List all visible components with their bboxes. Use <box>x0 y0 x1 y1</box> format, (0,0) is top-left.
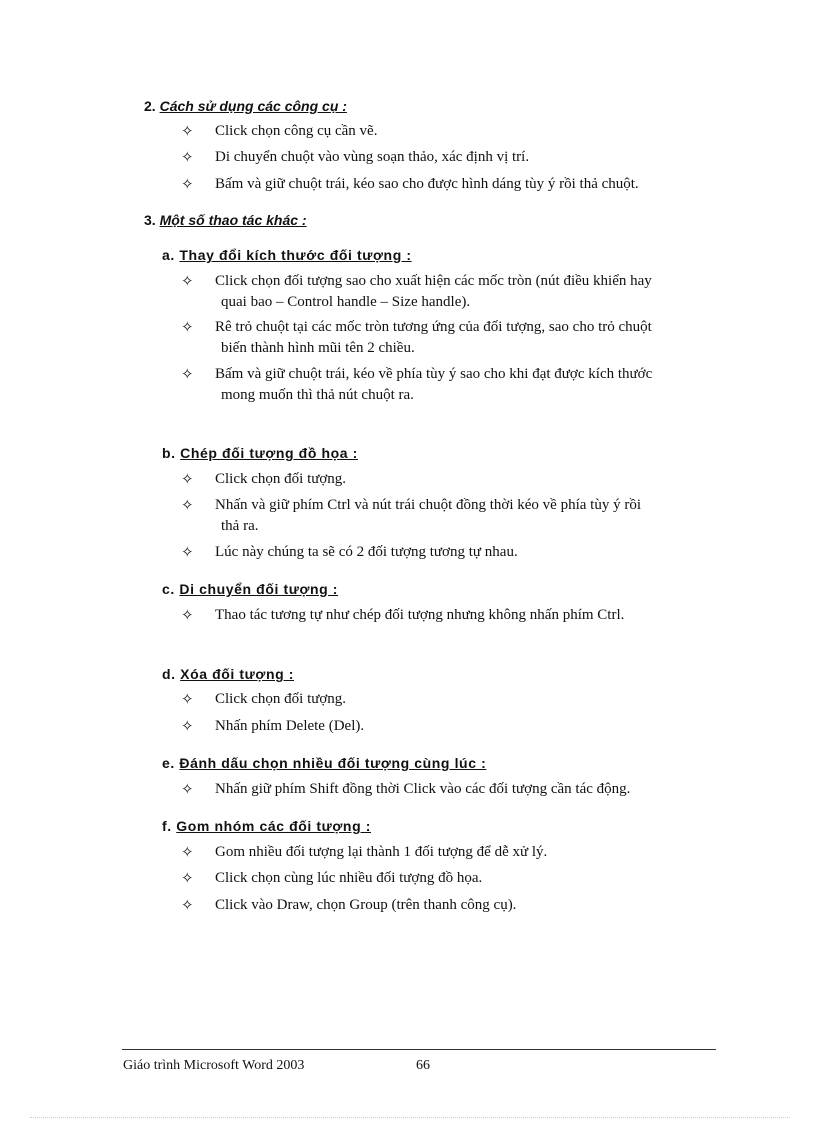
subsection-f-heading: f. Gom nhóm các đối tượng : <box>162 818 371 834</box>
diamond-bullet-icon: ✧ <box>181 496 194 514</box>
page-boundary-divider <box>30 1117 790 1118</box>
list-item: ✧ Click chọn đối tượng sao cho xuất hiện các mốc tròn (nút điều khiển hay quai bao – Control handle – Size handle). <box>181 272 652 310</box>
subsection-d-heading: d. Xóa đối tượng : <box>162 666 295 682</box>
list-item: ✧ Bấm và giữ chuột trái, kéo về phía tùy ý sao cho khi đạt được kích thước mong muốn thì thả nút chuột ra. <box>181 365 653 403</box>
section-3-heading <box>144 211 307 229</box>
diamond-bullet-icon: ✧ <box>181 318 194 336</box>
subsection-b-heading: b. Chép đối tượng đồ họa : <box>162 445 358 461</box>
list-item: ✧ Nhấn giữ phím Shift đồng thời Click vào các đối tượng cần tác động. <box>181 780 631 798</box>
diamond-bullet-icon: ✧ <box>181 272 194 290</box>
diamond-bullet-icon: ✧ <box>181 148 194 166</box>
diamond-bullet-icon: ✧ <box>181 122 194 140</box>
section-title: Cách sử dụng các công cụ : <box>159 98 347 114</box>
list-item: ✧ Click chọn cùng lúc nhiều đối tượng đồ họa. <box>181 869 483 887</box>
list-item: ✧ Click vào Draw, chọn Group (trên thanh công cụ). <box>181 896 517 914</box>
list-item: ✧ Click chọn công cụ cần vẽ. <box>181 122 378 140</box>
list-item: ✧ Lúc này chúng ta sẽ có 2 đối tượng tương tự nhau. <box>181 543 518 561</box>
diamond-bullet-icon: ✧ <box>181 717 194 735</box>
diamond-bullet-icon: ✧ <box>181 175 194 193</box>
diamond-bullet-icon: ✧ <box>181 365 194 383</box>
list-item: ✧ Nhấn và giữ phím Ctrl và nút trái chuột đồng thời kéo về phía tùy ý rồi thả ra. <box>181 496 641 534</box>
list-item: ✧ Rê trỏ chuột tại các mốc tròn tương ứng của đối tượng, sao cho trỏ chuột biến thành hình mũi tên 2 chiều. <box>181 318 652 356</box>
diamond-bullet-icon: ✧ <box>181 896 194 914</box>
diamond-bullet-icon: ✧ <box>181 843 194 861</box>
subsection-c-heading: c. Di chuyển đối tượng : <box>162 581 339 597</box>
list-item: ✧ Click chọn đối tượng. <box>181 470 347 488</box>
section-title: Một số thao tác khác : <box>159 212 307 228</box>
list-item: ✧ Di chuyển chuột vào vùng soạn thảo, xác định vị trí. <box>181 148 530 166</box>
subsection-e-heading: e. Đánh dấu chọn nhiều đối tượng cùng lúc : <box>162 755 487 771</box>
list-item: ✧ Gom nhiều đối tượng lại thành 1 đối tượng để dễ xử lý. <box>181 843 548 861</box>
list-item: ✧ Nhấn phím Delete (Del). <box>181 717 365 735</box>
diamond-bullet-icon: ✧ <box>181 780 194 798</box>
diamond-bullet-icon: ✧ <box>181 470 194 488</box>
list-item: ✧ Click chọn đối tượng. <box>181 690 347 708</box>
diamond-bullet-icon: ✧ <box>181 690 194 708</box>
list-item: ✧ Thao tác tương tự như chép đối tượng nhưng không nhấn phím Ctrl. <box>181 606 625 624</box>
list-item: ✧ Bấm và giữ chuột trái, kéo sao cho được hình dáng tùy ý rồi thả chuột. <box>181 175 639 193</box>
diamond-bullet-icon: ✧ <box>181 869 194 887</box>
diamond-bullet-icon: ✧ <box>181 543 194 561</box>
section-2-heading <box>144 97 347 115</box>
subsection-a-heading: a. Thay đổi kích thước đối tượng : <box>162 247 412 263</box>
section-number: 3. <box>144 212 156 228</box>
section-number: 2. <box>144 98 156 114</box>
footer-book-title: Giáo trình Microsoft Word 2003 <box>123 1058 305 1073</box>
footer-divider <box>122 1049 716 1050</box>
diamond-bullet-icon: ✧ <box>181 606 194 624</box>
page-number: 66 <box>416 1058 430 1073</box>
